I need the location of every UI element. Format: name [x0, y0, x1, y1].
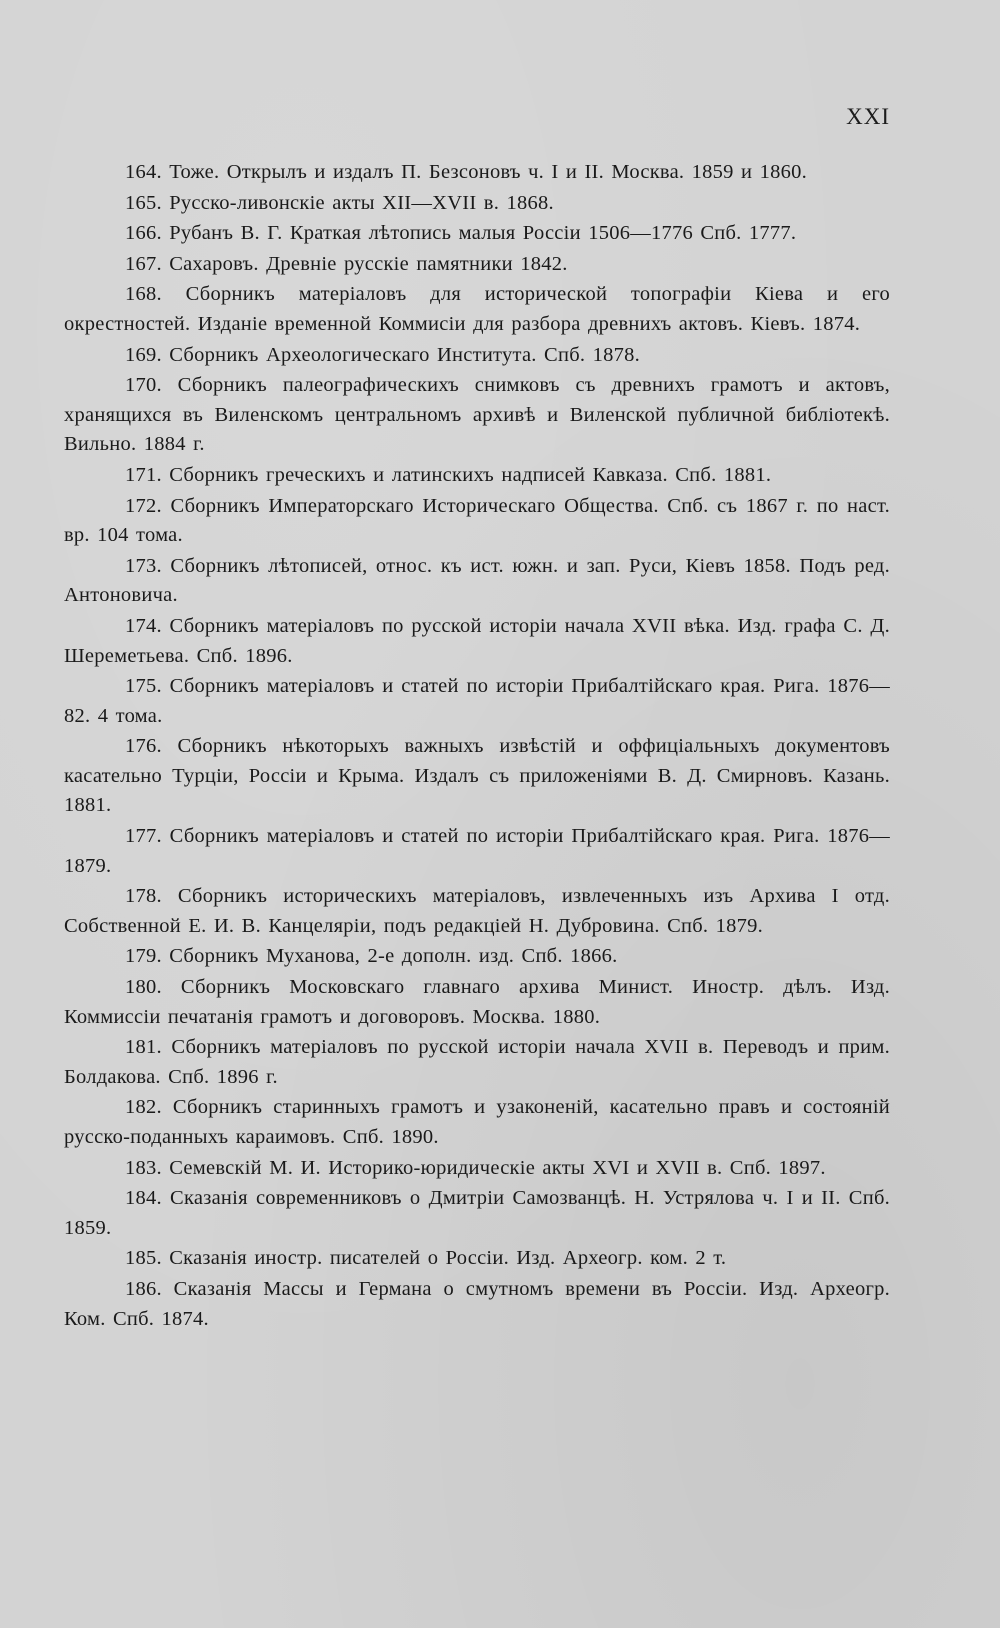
bibliography-entry: 167. Сахаровъ. Древніе русскіе памятники 1842.	[125, 252, 568, 275]
bibliography-entry: 184. Сказанія современниковъ о Дмитріи Самозванцѣ. Н. Устрялова ч. I и II. Спб. 1859.	[64, 1187, 890, 1239]
bibliography-entry: 185. Сказанія иностр. писателей о Россіи. Изд. Археогр. ком. 2 т.	[125, 1247, 727, 1270]
bibliography-entry: 165. Русско-ливонскіе акты XII—XVII в. 1868.	[125, 191, 554, 214]
bibliography-entry: 173. Сборникъ лѣтописей, относ. къ ист. южн. и зап. Руси, Кіевъ 1858. Подъ ред. Антоновича.	[64, 554, 890, 607]
bibliography-entry: 181. Сборникъ матеріаловъ по русской исторіи начала XVII в. Переводъ и прим. Болдакова. Спб. 1896 г.	[64, 1036, 890, 1088]
bibliography-entry: 166. Рубанъ В. Г. Краткая лѣтопись малыя Россіи 1506—1776 Спб. 1777.	[125, 222, 797, 245]
bibliography-entry: 182. Сборникъ старинныхъ грамотъ и узаконеній, касательно правъ и состояній русско-поданныхъ караимовъ. Спб. 1890.	[64, 1096, 890, 1148]
bibliography-entry: 176. Сборникъ нѣкоторыхъ важныхъ извѣстій и оффиціальныхъ документовъ касательно Турціи, Россіи и Крыма. Издалъ съ приложеніями В. Д. Смирновъ. Казань. 1881.	[64, 735, 890, 817]
bibliography-entry: 164. Тоже. Открылъ и издалъ П. Безсоновъ ч. I и II. Москва. 1859 и 1860.	[125, 161, 808, 183]
bibliography-entry: 174. Сборникъ матеріаловъ по русской исторіи начала XVII вѣка. Изд. графа С. Д. Шереметьева. Спб. 1896.	[64, 614, 890, 667]
bibliography-entry: 168. Сборникъ матеріаловъ для исторической топографіи Кіева и его окрестностей. Изданіе временной Коммисіи для разбора древнихъ актовъ. Кіевъ. 1874.	[64, 283, 890, 335]
bibliography-list	[64, 158, 890, 1335]
bibliography-entry: 186. Сказанія Массы и Германа о смутномъ времени въ Россіи. Изд. Археогр. Ком. Спб. 1874.	[64, 1277, 890, 1330]
bibliography-entry: 170. Сборникъ палеографическихъ снимковъ съ древнихъ грамотъ и актовъ, хранящихся въ Виленскомъ центральномъ архивѣ и Виленской публичной библіотекѣ. Вильно. 1884 г.	[64, 374, 890, 456]
bibliography-entry: 172. Сборникъ Императорскаго Историческаго Общества. Спб. съ 1867 г. по наст. вр. 104 тома.	[64, 494, 890, 547]
bibliography-entry: 183. Семевскій М. И. Историко-юридическіе акты XVI и XVII в. Спб. 1897.	[125, 1156, 826, 1179]
bibliography-entry: 175. Сборникъ матеріаловъ и статей по исторіи Прибалтійскаго края. Рига. 1876—82. 4 тома.	[64, 675, 890, 727]
bibliography-entry: 179. Сборникъ Муханова, 2-е дополн. изд. Спб. 1866.	[125, 945, 618, 968]
bibliography-entry: 171. Сборникъ греческихъ и латинскихъ надписей Кавказа. Спб. 1881.	[125, 463, 772, 486]
bibliography-entry: 180. Сборникъ Московскаго главнаго архива Минист. Иностр. дѣлъ. Изд. Коммиссіи печатанія грамотъ и договоровъ. Москва. 1880.	[64, 976, 890, 1028]
page-number: XXI	[846, 104, 890, 129]
bibliography-entry: 178. Сборникъ историческихъ матеріаловъ, извлеченныхъ изъ Архива I отд. Собственной Е. И. В. Канцеляріи, подъ редакціей Н. Дубровина. Спб. 1879.	[64, 885, 890, 937]
bibliography-entry: 169. Сборникъ Археологическаго Института. Спб. 1878.	[125, 343, 640, 366]
bibliography-entry: 177. Сборникъ матеріаловъ и статей по исторіи Прибалтійскаго края. Рига. 1876—1879.	[64, 825, 890, 877]
